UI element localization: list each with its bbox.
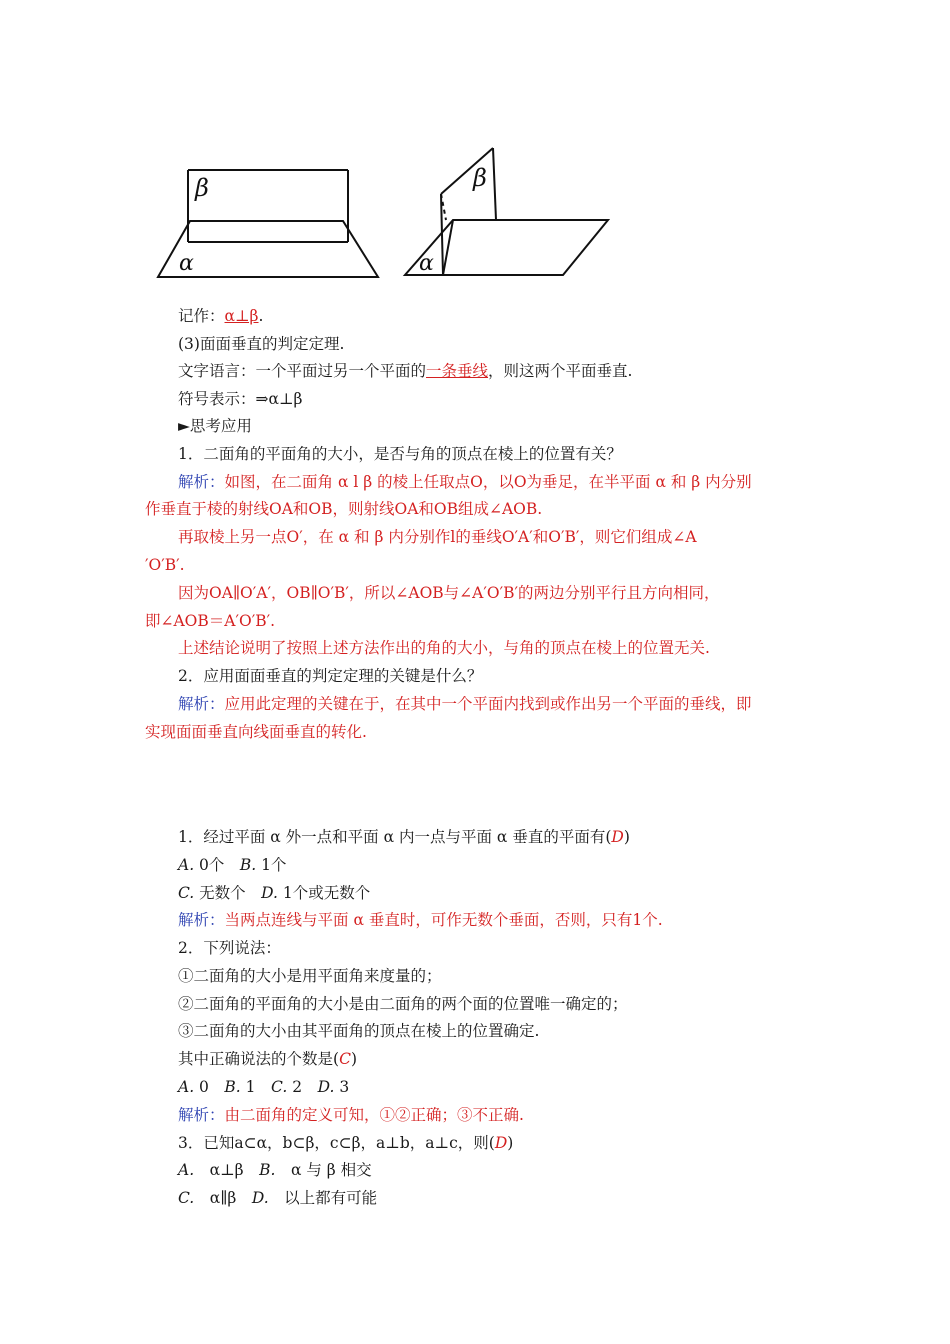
exercise-1-stem: [178, 827, 630, 847]
think-answer-1-line-2: 作垂直于棱的射线OA和OB，则射线OA和OB组成∠AOB.: [145, 500, 543, 518]
think-answer-2-line-2: 实现面面垂直向线面垂直的转化.: [145, 723, 367, 741]
theorem-text: [178, 361, 632, 381]
exercise-2-item-1: ①二面角的大小是用平面角来度量的；: [178, 967, 442, 985]
option-letter: B.: [259, 1161, 276, 1179]
plane-alpha-right: [405, 220, 608, 275]
solution-text: 当两点连线与平面 α 垂直时，可作无数个垂面，否则，只有1个.: [224, 911, 663, 929]
option-letter: B.: [239, 856, 257, 874]
think-answer-1-line-6: 即∠AOB＝A′O′B′.: [145, 612, 276, 630]
exercise-3-stem: [178, 1133, 513, 1153]
answer-letter: D: [494, 1134, 508, 1152]
stem-text: 1．经过平面 α 外一点和平面 α 内一点与平面 α 垂直的平面有(: [178, 828, 612, 846]
option-text: α 与 β 相交: [275, 1161, 372, 1179]
solution-label: 解析：: [178, 1106, 225, 1124]
answer-letter: D: [611, 828, 624, 846]
solution-text: 应用此定理的关键在于，在其中一个平面内找到或作出另一个平面的垂线，即: [224, 695, 752, 713]
option-text: α⊥β: [194, 1161, 260, 1179]
ask-text: 其中正确说法的个数是(: [178, 1050, 340, 1068]
label-beta-right: β: [473, 164, 487, 192]
exercise-3-options-row-2: [178, 1188, 377, 1208]
theorem-symbol: 符号表示：⇒α⊥β: [178, 390, 303, 408]
solution-label: 解析：: [178, 911, 225, 929]
option-text: 以上都有可能: [268, 1189, 378, 1207]
option-text: 0个: [194, 856, 240, 874]
label-alpha-right: α: [419, 251, 434, 276]
option-text: 1个或无数个: [277, 884, 371, 902]
option-letter: D.: [261, 884, 278, 902]
answer-letter: C: [339, 1050, 351, 1068]
notation-answer: α⊥β: [224, 307, 259, 325]
option-text: 1: [240, 1078, 272, 1096]
exercise-2-stem: 2．下列说法：: [178, 939, 281, 957]
option-text: 无数个: [194, 884, 262, 902]
option-letter: A.: [178, 1161, 195, 1179]
theorem-text-answer: 一条垂线: [426, 362, 489, 380]
stem-text: 3．已知a⊂α，b⊂β，c⊂β，a⊥b，a⊥c，则(: [178, 1134, 495, 1152]
solution-text: 如图，在二面角 α l β 的棱上任取点O，以O为垂足，在半平面 α 和 β 内分别: [224, 473, 752, 491]
notation-suffix: .: [258, 307, 264, 325]
exercise-2-item-2: ②二面角的平面角的大小是由二面角的两个面的位置唯一确定的；: [178, 995, 628, 1013]
think-answer-1-line-3: 再取棱上另一点O′，在 α 和 β 内分别作l的垂线O′A′和O′B′，则它们组成∠A: [178, 528, 697, 546]
exercise-2-item-3: ③二面角的大小由其平面角的顶点在棱上的位置确定.: [178, 1022, 540, 1040]
exercise-3-options-row-1: [178, 1160, 372, 1180]
option-text: 2: [287, 1078, 318, 1096]
stem-close: ): [623, 828, 630, 846]
perpendicular-planes-figure: [143, 100, 613, 305]
theorem-text-prefix: 文字语言：一个平面过另一个平面的: [178, 362, 427, 380]
solution-text: 由二面角的定义可知，①②正确；③不正确.: [224, 1106, 524, 1124]
exercise-1-options-row-1: [178, 855, 287, 875]
notation-prefix: 记作：: [178, 307, 225, 325]
label-beta-left: β: [195, 174, 209, 202]
option-letter: B.: [224, 1078, 241, 1096]
option-letter: D.: [251, 1189, 269, 1207]
planes-diagram: [143, 100, 613, 305]
think-question-1: 1．二面角的平面角的大小，是否与角的顶点在棱上的位置有关？: [178, 445, 622, 463]
exercise-2-options: [178, 1077, 349, 1097]
think-question-2: 2．应用面面垂直的判定定理的关键是什么？: [178, 667, 483, 685]
exercise-1-options-row-2: [178, 883, 370, 903]
think-answer-2-line-1: [178, 694, 752, 714]
exercise-2-ask: [178, 1049, 357, 1069]
option-letter: C.: [178, 1189, 195, 1207]
think-answer-1-line-5: 因为OA∥O′A′，OB∥O′B′，所以∠AOB与∠A′O′B′的两边分别平行且方向相同，: [178, 584, 720, 602]
option-text: 0: [194, 1078, 225, 1096]
solution-label: 解析：: [178, 695, 225, 713]
right-diagram: [405, 148, 608, 275]
stem-close: ): [507, 1134, 514, 1152]
think-heading: ►思考应用: [178, 417, 252, 435]
exercise-1-solution: [178, 910, 663, 930]
option-letter: C.: [178, 884, 195, 902]
option-text: 1个: [256, 856, 287, 874]
think-answer-1-line-1: [178, 472, 752, 492]
exercise-2-solution: [178, 1105, 524, 1125]
solution-label: 解析：: [178, 473, 225, 491]
think-answer-1-line-4: ′O′B′.: [145, 556, 185, 574]
ask-close: ): [350, 1050, 357, 1068]
label-alpha-left: α: [179, 251, 194, 276]
option-letter: D.: [317, 1078, 335, 1096]
option-text: 3: [334, 1078, 350, 1096]
notation-line: [178, 306, 263, 326]
option-letter: A.: [178, 1078, 195, 1096]
option-letter: C.: [271, 1078, 288, 1096]
option-text: α∥β: [194, 1189, 252, 1207]
theorem-heading: (3)面面垂直的判定定理.: [178, 335, 345, 353]
theorem-text-suffix: ，则这两个平面垂直.: [488, 362, 633, 380]
think-answer-1-line-7: 上述结论说明了按照上述方法作出的角的大小，与角的顶点在棱上的位置无关.: [178, 639, 710, 657]
option-letter: A.: [178, 856, 195, 874]
